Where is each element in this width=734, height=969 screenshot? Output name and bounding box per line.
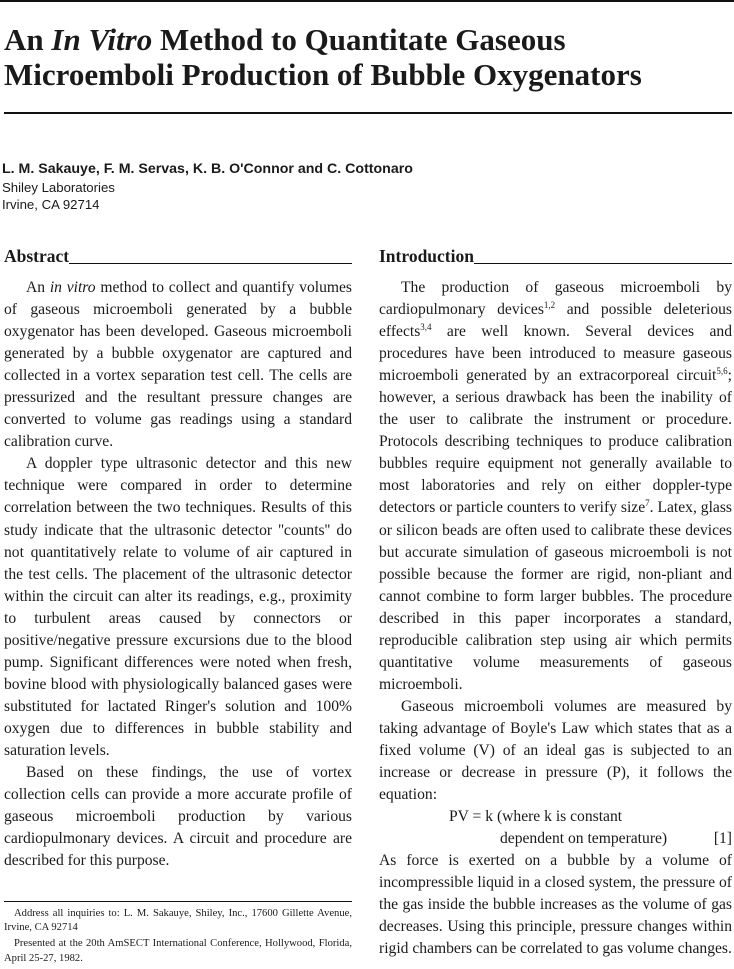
abstract-p1-post: method to collect and quantify volumes of gaseous microemboli generated by a bubble oxygenator has been developed. Gaseous microemboli generated by a bubble oxygenator are captured and collected in a vortex separation test cell. The cells are pressurized and the resultant pressure changes are converted to volume gas readings using a standard calibration curve. xyxy=(4,279,352,451)
citation-sup: 5,6 xyxy=(716,366,728,376)
abstract-body xyxy=(4,277,352,872)
boyles-law-equation xyxy=(379,806,732,850)
footnote-rule xyxy=(4,901,352,902)
footnote-presented: Presented at the 20th AmSECT International Conference, Hollywood, Florida, April 25-27, 1982. xyxy=(4,938,352,964)
abstract-heading xyxy=(4,245,352,267)
abstract-paragraph-1 xyxy=(4,277,352,453)
abstract-heading-label: Abstract xyxy=(4,246,70,266)
introduction-heading xyxy=(379,245,732,267)
abstract-heading-rule xyxy=(69,263,352,264)
citation-sup: 3,4 xyxy=(420,321,432,332)
citation-sup: 1,2 xyxy=(543,299,556,310)
introduction-heading-rule xyxy=(474,263,732,264)
intro-p1-c: are well known. Several devices and procedures have been introduced to measure gaseous microemboli generated by an extracorporeal circuit xyxy=(379,323,732,385)
affiliation-org: Shiley Laboratories xyxy=(2,180,115,195)
intro-p1-b: and possible deleterious effects xyxy=(379,301,732,341)
footnote-address: Address all inquiries to: L. M. Sakauye, Shiley, Inc., 17600 Gillette Avenue, Irvine, CA 92714 xyxy=(4,908,352,934)
footnotes xyxy=(4,907,352,968)
top-rule xyxy=(0,0,734,2)
abstract-p1-pre: An xyxy=(26,279,50,296)
intro-p1-d: ; however, a serious drawback has been the inability of the user to calibrate the instrument or procedure. Protocols describing techniques to produce calibration bubbles require equipment not generally available to most laboratories and rely on either doppler-type detectors or particle counters to verify size xyxy=(379,367,732,517)
equation-line-1: PV = k (where k is constant xyxy=(449,808,623,826)
title-line2: Microemboli Production of Bubble Oxygenators xyxy=(4,57,642,92)
equation-line-2: dependent on temperature) xyxy=(500,830,668,848)
title-pre: An xyxy=(4,22,52,57)
introduction-paragraph-3: As force is exerted on a bubble by a volume of incompressible liquid in a closed system, the pressure of the gas inside the bubble increases as the volume of gas decreases. Using this principle, pressure changes within rigid chambers can be correlated to gas volume changes. xyxy=(379,852,732,958)
title-post: Method to Quantitate Gaseous xyxy=(152,22,566,57)
introduction-heading-label: Introduction xyxy=(379,246,474,266)
intro-p1-e: . Latex, glass or silicon beads are often used to calibrate these devices but accurate simulation of gaseous microemboli is not possible because the former are rigid, non-pliant and cannot combine to form larger bubbles. The procedure described in this paper incorporates a standard, reproducible calibration step using air which permits quantitative volume measurements of gaseous microemboli. xyxy=(379,499,732,693)
abstract-p1-emphasis: in vitro xyxy=(49,279,96,296)
abstract-paragraph-2: A doppler type ultrasonic detector and this new technique were compared in order to determine correlation between the two techniques. Results of this study indicate that the ultrasonic detector ''counts'' do not quantitatively relate to volume of air captured in the test cells. The placement of the ultrasonic detector within the circuit can alter its readings, e.g., proximity to turbulent areas caused by connectors or positive/negative pressure excursions due to the blood pump. Significant differences were noted when fresh, bovine blood with physiologically balanced gases were substituted for lactated Ringer's solution and 100% oxygen due to differences in bubble stability and saturation levels. xyxy=(4,455,352,759)
equation-number: [1] xyxy=(713,830,732,848)
intro-p1-a: The production of gaseous microemboli by cardiopulmonary devices xyxy=(379,279,732,319)
title-emphasis: In Vitro xyxy=(51,22,153,57)
abstract-paragraph-3: Based on these findings, the use of vortex collection cells can provide a more accurate profile of gaseous microemboli production by various cardiopulmonary devices. A circuit and procedure are described for this purpose. xyxy=(4,764,352,870)
author-list: L. M. Sakauye, F. M. Servas, K. B. O'Connor and C. Cottonaro xyxy=(2,161,413,177)
affiliation-city: Irvine, CA 92714 xyxy=(2,197,100,212)
paper-title xyxy=(4,22,724,92)
introduction-paragraph-1 xyxy=(379,277,732,696)
citation-sup: 7 xyxy=(645,498,650,509)
title-rule xyxy=(4,112,732,114)
introduction-paragraph-2: Gaseous microemboli volumes are measured by taking advantage of Boyle's Law which states that as a fixed volume (V) of an ideal gas is subjected to an increase or decrease in pressure (P), it follows the equation: xyxy=(379,697,732,804)
introduction-body xyxy=(379,277,732,960)
